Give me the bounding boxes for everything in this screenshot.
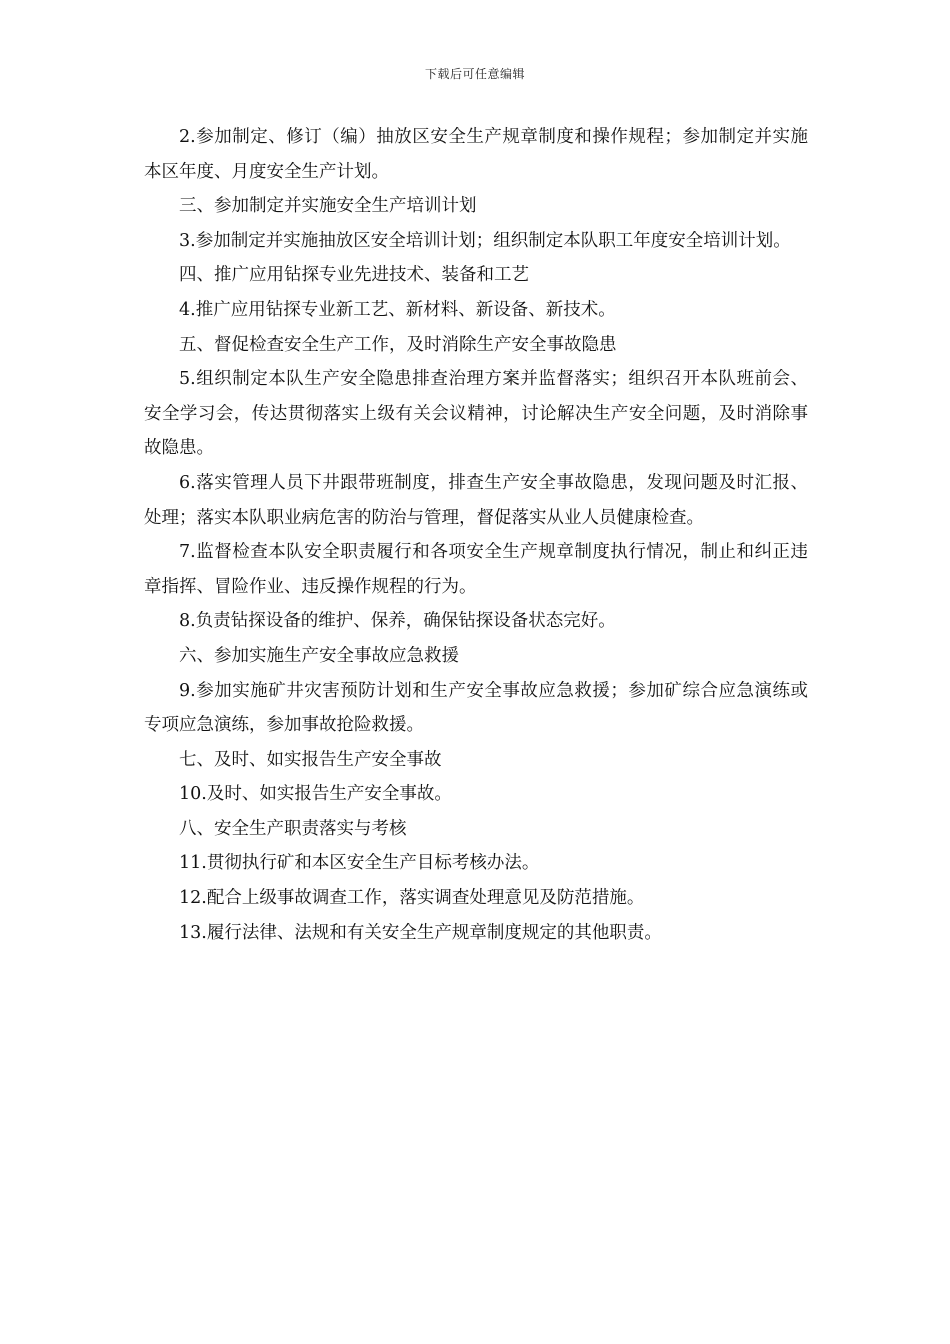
- section-heading-8: 八、安全生产职责落实与考核: [179, 818, 407, 839]
- section-heading-6: 六、参加实施生产安全事故应急救援: [179, 645, 459, 666]
- page-header: 下载后可任意编辑: [424, 67, 525, 81]
- paragraph-item-8: 8.负责钻探设备的维护、保养，确保钻探设备状态完好。: [179, 611, 616, 632]
- paragraph-item-4: 4.推广应用钻探专业新工艺、新材料、新设备、新技术。: [179, 299, 616, 320]
- section-heading-7: 七、及时、如实报告生产安全事故: [179, 749, 442, 770]
- paragraph-item-11: 11.贯彻执行矿和本区安全生产目标考核办法。: [179, 853, 540, 874]
- paragraph-item-9: 9.参加实施矿井灾害预防计划和生产安全事故应急救援；参加矿综合应急演练或专项应急演练，参加事故抢险救援。: [144, 680, 808, 736]
- paragraph-item-7: 7.监督检查本队安全职责履行和各项安全生产规章制度执行情况，制止和纠正违章指挥、冒险作业、违反操作规程的行为。: [144, 542, 808, 597]
- section-heading-3: 三、参加制定并实施安全生产培训计划: [179, 196, 477, 217]
- paragraph-item-13: 13.履行法律、法规和有关安全生产规章制度规定的其他职责。: [179, 922, 662, 943]
- document-body: [144, 120, 808, 950]
- paragraph-item-5: 5.组织制定本队生产安全隐患排查治理方案并监督落实；组织召开本队班前会、安全学习会，传达贯彻落实上级有关会议精神，讨论解决生产安全问题，及时消除事故隐患。: [144, 369, 808, 459]
- paragraph-item-10: 10.及时、如实报告生产安全事故。: [179, 784, 452, 805]
- paragraph-item-2: 2.参加制定、修订（编）抽放区安全生产规章制度和操作规程；参加制定并实施本区年度、月度安全生产计划。: [144, 127, 808, 182]
- section-heading-4: 四、推广应用钻探专业先进技术、装备和工艺: [179, 265, 529, 286]
- paragraph-item-12: 12.配合上级事故调查工作，落实调查处理意见及防范措施。: [179, 888, 645, 909]
- paragraph-item-3: 3.参加制定并实施抽放区安全培训计划；组织制定本队职工年度安全培训计划。: [179, 230, 791, 251]
- section-heading-5: 五、督促检查安全生产工作，及时消除生产安全事故隐患: [179, 334, 617, 355]
- paragraph-item-6: 6.落实管理人员下井跟带班制度，排查生产安全事故隐患，发现问题及时汇报、处理；落实本队职业病危害的防治与管理，督促落实从业人员健康检查。: [144, 472, 808, 528]
